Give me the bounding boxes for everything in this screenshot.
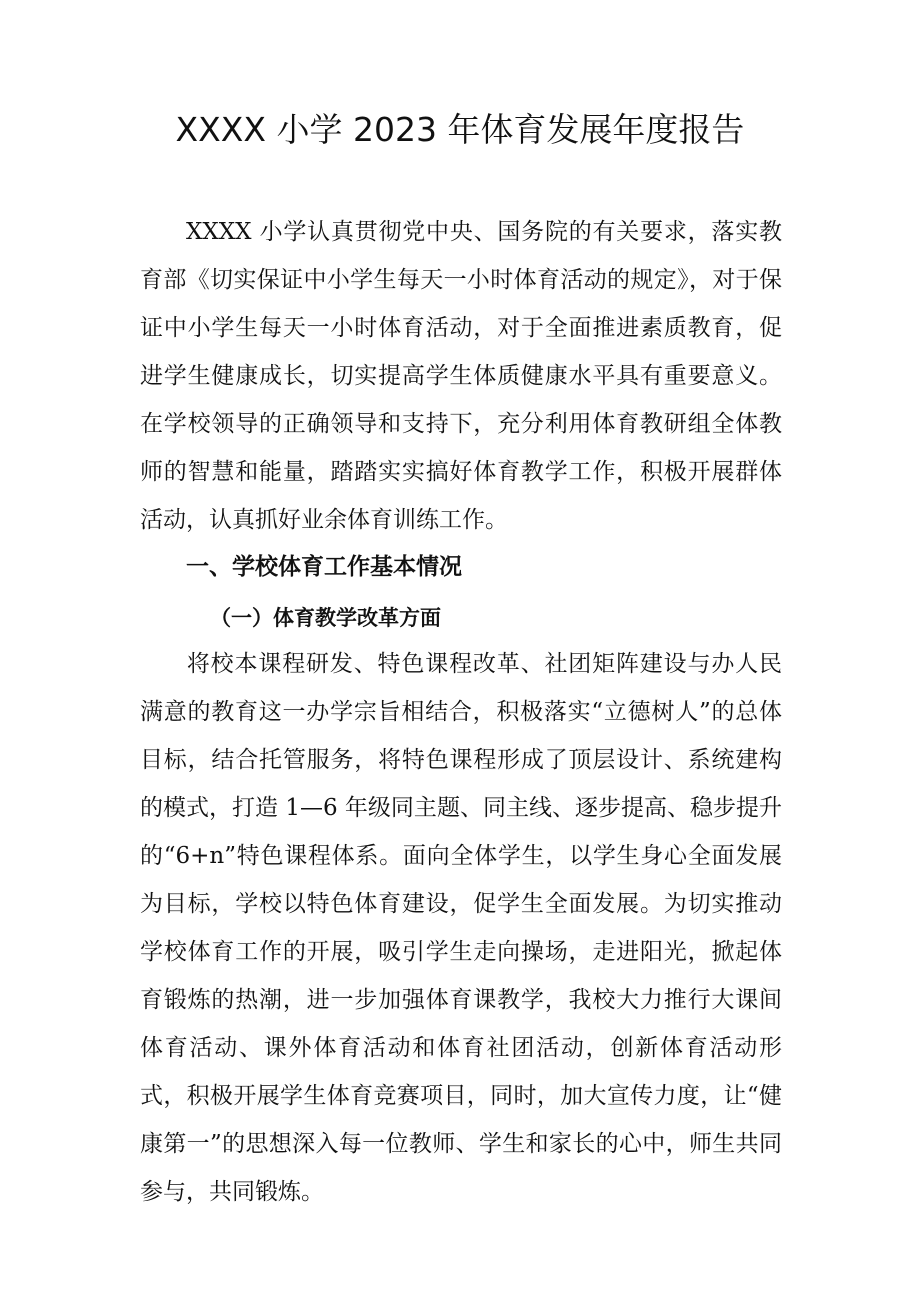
intro-paragraph — [140, 208, 782, 544]
subsection-1-paragraph-text: 将校本课程研发、特色课程改革、社团矩阵建设与办人民满意的教育这一办学宗旨相结合，积极落实“立德树人”的总体目标，结合托管服务，将特色课程形成了顶层设计、系统建构的模式，打造 1—6 年级同主题、同主线、逐步提高、稳步提升的“6+n”特色课程体系。面向全体学生，以学生身心全面发展为目标，学校以特色体育建设，促学生全面发展。为切实推动学校体育工作的开展，吸引学生走向操场，走进阳光，掀起体育锻炼的热潮，进一步加强体育课教学，我校大力推行大课间体育活动、课外体育活动和体育社团活动，创新体育活动形式，积极开展学生体育竞赛项目，同时，加大宣传力度，让“健康第一”的思想深入每一位教师、学生和家长的心中，师生共同参与，共同锻炼。 — [140, 651, 782, 1205]
subsection-1-paragraph — [140, 640, 782, 1216]
document-title: XXXX 小学 2023 年体育发展年度报告 — [175, 110, 745, 149]
section-1-heading: 一、学校体育工作基本情况 — [186, 554, 462, 580]
intro-paragraph-text: XXXX 小学认真贯彻党中央、国务院的有关要求，落实教育部《切实保证中小学生每天一小时体育活动的规定》，对于保证中小学生每天一小时体育活动，对于全面推进素质教育，促进学生健康成长，切实提高学生体质健康水平具有重要意义。在学校领导的正确领导和支持下，充分利用体育教研组全体教师的智慧和能量，踏踏实实搞好体育教学工作，积极开展群体活动，认真抓好业余体育训练工作。 — [140, 219, 782, 533]
subsection-1-heading: （一）体育教学改革方面 — [210, 606, 441, 630]
